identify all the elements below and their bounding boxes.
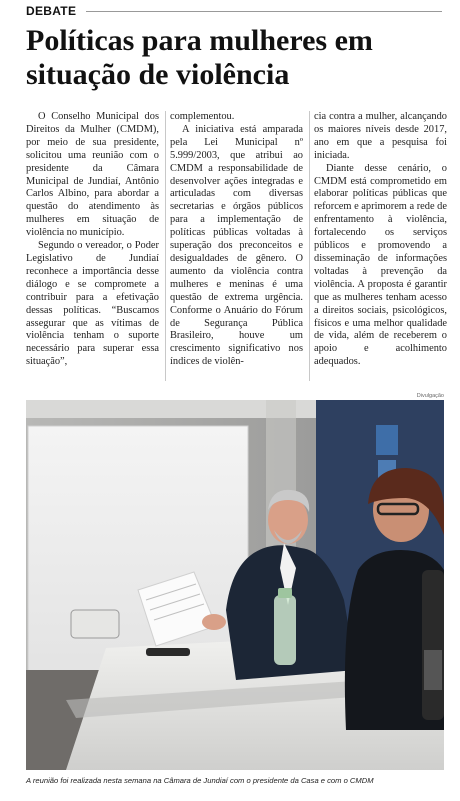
paragraph: complementou. [170,111,235,122]
meeting-photo [26,400,444,770]
column-divider [309,111,310,381]
article-column-2 [170,111,303,369]
meeting-photo-illustration [26,400,444,770]
paragraph: O Conselho Municipal dos Direitos da Mulher (CMDM), por meio de sua presidente, solicitou uma reunião com o presidente da Câmara Municipal de Jundiaí, Antônio Carlos Albino, para abordar a questão do atendimento às mulheres em situação de violência no município. [26,111,159,239]
article-column-3 [314,111,447,369]
paragraph: A iniciativa está amparada pela Lei Municipal nº 5.999/2003, que atribui ao CMDM a responsabilidade de desenvolver ações integradas e articuladas com diversas secretarias e órgãos públicos para a implementação de políticas públicas voltadas à superação dos preconceitos e desigualdades de gênero. O aumento da violência contra mulheres e meninas é uma questão de extrema urgência. Conforme o Anuário do Fórum de Segurança Pública Brasileiro, houve um crescimento significativo nos índices de violên- [170,123,303,368]
paragraph: Segundo o vereador, o Poder Legislativo de Jundiaí reconhece a importância desse diálogo e se compromete a contribuir para a efetivação dessas políticas. “Buscamos assegurar que as vítimas de violência tenham o suporte necessário para superar essa situação”, [26,240,159,368]
article-column-1 [26,111,159,369]
paragraph: Diante desse cenário, o CMDM está comprometido em elaborar políticas públicas que reforcem e aprimorem a rede de enfrentamento à violência, fortalecendo os serviços públicos e promovendo a disseminação de informações voltadas à prevenção da violência. A proposta é garantir que as mulheres tenham acesso a direitos sociais, psicológicos, físicos e uma melhor qualidade de vida, além de receberem o apoio e acolhimento adequados. [314,162,447,368]
section-rule [86,11,442,12]
article-body [26,111,446,401]
paragraph: cia contra a mulher, alcançando os maiores níveis desde 2017, ano em que a pesquisa foi iniciada. [314,111,447,161]
section-tag: DEBATE [26,4,77,18]
column-divider [165,111,166,381]
headline: Políticas para mulheres em situação de violência [26,24,373,91]
photo-credit: Divulgação [416,393,444,399]
photo-caption: A reunião foi realizada nesta semana na Câmara de Jundiaí com o presidente da Casa e com o CMDM [26,776,374,785]
